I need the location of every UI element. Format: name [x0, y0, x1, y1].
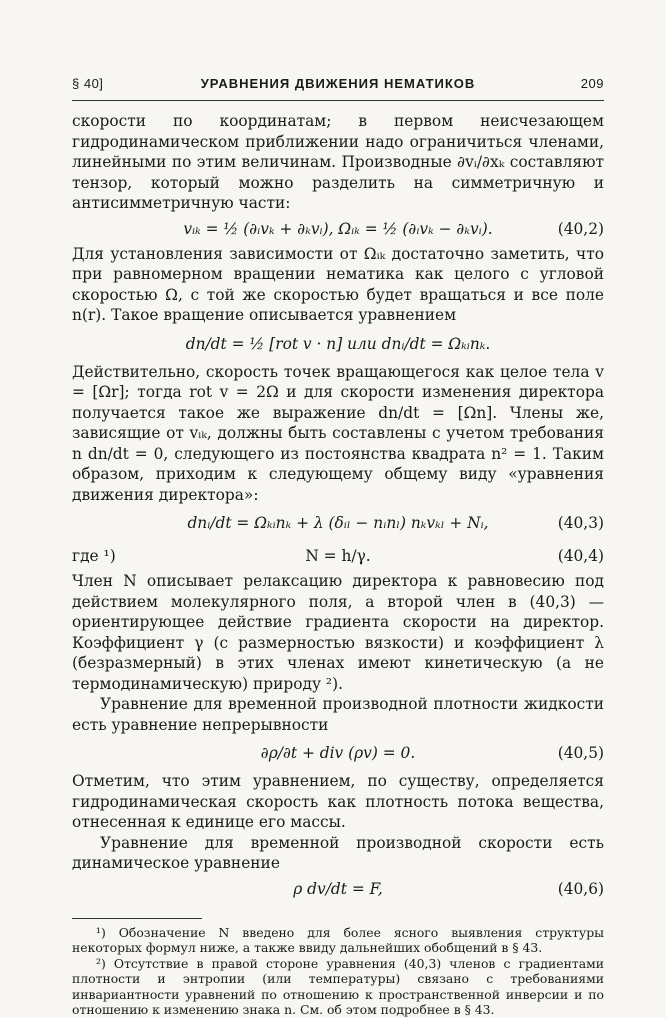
equation-40-5 [72, 735, 604, 771]
footnote-1: ¹) Обозначение N введено для более ясного выявления структуры некоторых формул ниже, а также ввиду дальнейших обобщений в § 43. [72, 924, 604, 955]
equation-40-3-number: (40,3) [557, 514, 604, 532]
running-header [72, 76, 604, 96]
equation-40-4-prefix: где ¹) [72, 547, 116, 565]
equation-40-5-number: (40,5) [557, 744, 604, 762]
equation-rotation [72, 326, 604, 362]
paragraph-5: Уравнение для временной производной плотности жидкости есть уравнение непрерывности [72, 695, 604, 734]
equation-40-6-body: ρ dv/dt = F, [293, 879, 383, 898]
equation-40-4 [72, 541, 604, 571]
equation-40-6 [72, 874, 604, 904]
paragraph-6: Отметим, что этим уравнением, по существу, определяется гидродинамическая скорость как плотность потока вещества, отнесенная к единице его массы. [72, 772, 604, 831]
paragraph-1: скорости по координатам; в первом неисчезающем гидродинамическом приближении надо ограничиться членами, линейными по этим величинам. Производные ∂vᵢ/∂xₖ составляют тензор, который можно разделить на симметричную и антисимметричную части: [72, 112, 604, 212]
book-page [72, 76, 604, 1018]
section-ref: § 40] [72, 76, 104, 91]
equation-40-2-number: (40,2) [557, 219, 604, 238]
paragraph-2: Для установления зависимости от Ωᵢₖ достаточно заметить, что при равномерном вращении нематика как целого с угловой скоростью Ω, с той же скоростью будет вращаться и все поле n(r). Такое вращение описывается уравнением [72, 244, 604, 324]
paragraph-3: Действительно, скорость точек вращающегося как целое тела v = [Ωr]; тогда rot v = 2Ω и для скорости изменения директора получается такое же выражение dn/dt = [Ωn]. Члены же, зависящие от vᵢₖ, должны быть составлены с учетом требования n dn/dt = 0, следующего из постоянства квадрата n² = 1. Таким образом, приходим к следующему общему виду «уравнения движения директора»: [72, 362, 604, 504]
page-number: 209 [580, 76, 604, 91]
equation-40-6-number: (40,6) [557, 879, 604, 898]
equation-40-2-body: vᵢₖ = ½ (∂ᵢvₖ + ∂ₖvᵢ), Ωᵢₖ = ½ (∂ᵢvₖ − ∂ₖvᵢ). [183, 219, 493, 238]
footnote-rule [72, 918, 202, 919]
equation-rotation-body: dn/dt = ½ [rot v · n] или dnᵢ/dt = Ωₖᵢnₖ. [185, 334, 491, 353]
equation-40-4-body: N = h/γ. [305, 547, 371, 565]
footnote-2: ²) Отсутствие в правой стороне уравнения (40,3) членов с градиентами плотности и энтропии (или температуры) связано с требованиями инвариантности уравнений по отношению к пространственной инверсии и по отношению к изменению знака n. См. об этом подробнее в § 43. [72, 955, 604, 1017]
chapter-title: УРАВНЕНИЯ ДВИЖЕНИЯ НЕМАТИКОВ [200, 76, 476, 91]
equation-40-4-number: (40,4) [557, 547, 604, 565]
equation-40-3-body: dnᵢ/dt = Ωₖᵢnₖ + λ (δᵢₗ − nᵢnₗ) nₖvₖₗ + Nᵢ, [187, 514, 489, 532]
paragraph-4: Член N описывает релаксацию директора к равновесию под действием молекулярного поля, а второй член в (40,3) — ориентирующее действие градиента скорости на директор. Коэффициент γ (с размерностью вязкости) и коэффициент λ (безразмерный) в этих членах имеют кинетическую (а не термодинамическую) природу ²). [72, 572, 604, 693]
equation-40-3 [72, 505, 604, 541]
equation-40-5-body: ∂ρ/∂t + div (ρv) = 0. [260, 744, 416, 762]
header-rule [72, 100, 604, 101]
equation-40-2 [72, 214, 604, 244]
paragraph-7: Уравнение для временной производной скорости есть динамическое уравнение [72, 833, 604, 872]
